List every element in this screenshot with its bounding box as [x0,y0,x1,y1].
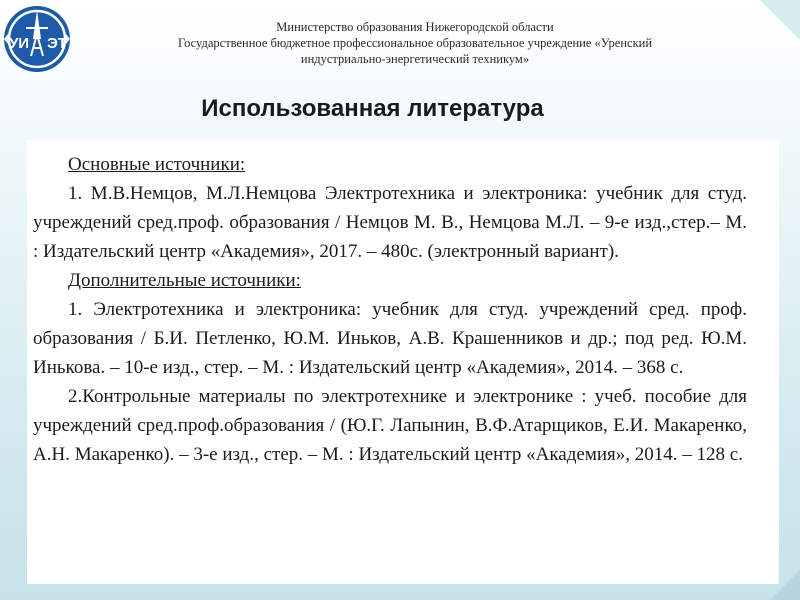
header-institution-line1: Государственное бюджетное профессиональное образовательное учреждение «Уренский [177,36,653,50]
additional-sources-heading: Дополнительные источники: [68,270,301,291]
additional-source-item-2: 2.Контрольные материалы по электротехнике и электронике : учеб. пособие для учреждений сред.проф.образования / (Ю.Г. Лапынин, В.Ф.Атарщиков, Е.И. Макаренко, А.Н. Макаренко). – 3-е изд., стер. – М. : Издательский центр «Академия», 2014. – 128 с. [33,386,747,465]
college-logo [2,4,72,74]
institution-header [90,19,740,67]
logo-text-right: ЭТ [47,35,67,52]
additional-source-item-1: 1. Электротехника и электроника: учебник для студ. учреждений сред. проф. образования / Б.И. Петленко, Ю.М. Иньков, А.В. Крашенников и др.; под ред. Ю.М. Инькова. – 10-е изд., стер. – М. : Издательский центр «Академия», 2014. – 368 с. [33,299,747,378]
main-source-item-1: 1. М.В.Немцов, М.Л.Немцова Электротехника и электроника: учебник для студ. учреждений сред.проф. образования / Немцов М. В., Немцова М.Л. – 9-е изд.,стер.– М. : Издательский центр «Академия», 2017. – 480с. (электронный вариант). [33,183,747,262]
header-institution-line2: индустриально-энергетический техникум» [300,52,530,66]
corner-decoration-bottom-right [760,560,800,600]
main-sources-heading: Основные источники: [68,154,246,175]
page-title: Использованная литература [201,95,544,122]
bibliography [33,150,747,469]
header-ministry: Министерство образования Нижегородской области [276,20,554,34]
logo-text-left: УИ [8,35,30,52]
corner-decoration-top-right [740,0,800,60]
